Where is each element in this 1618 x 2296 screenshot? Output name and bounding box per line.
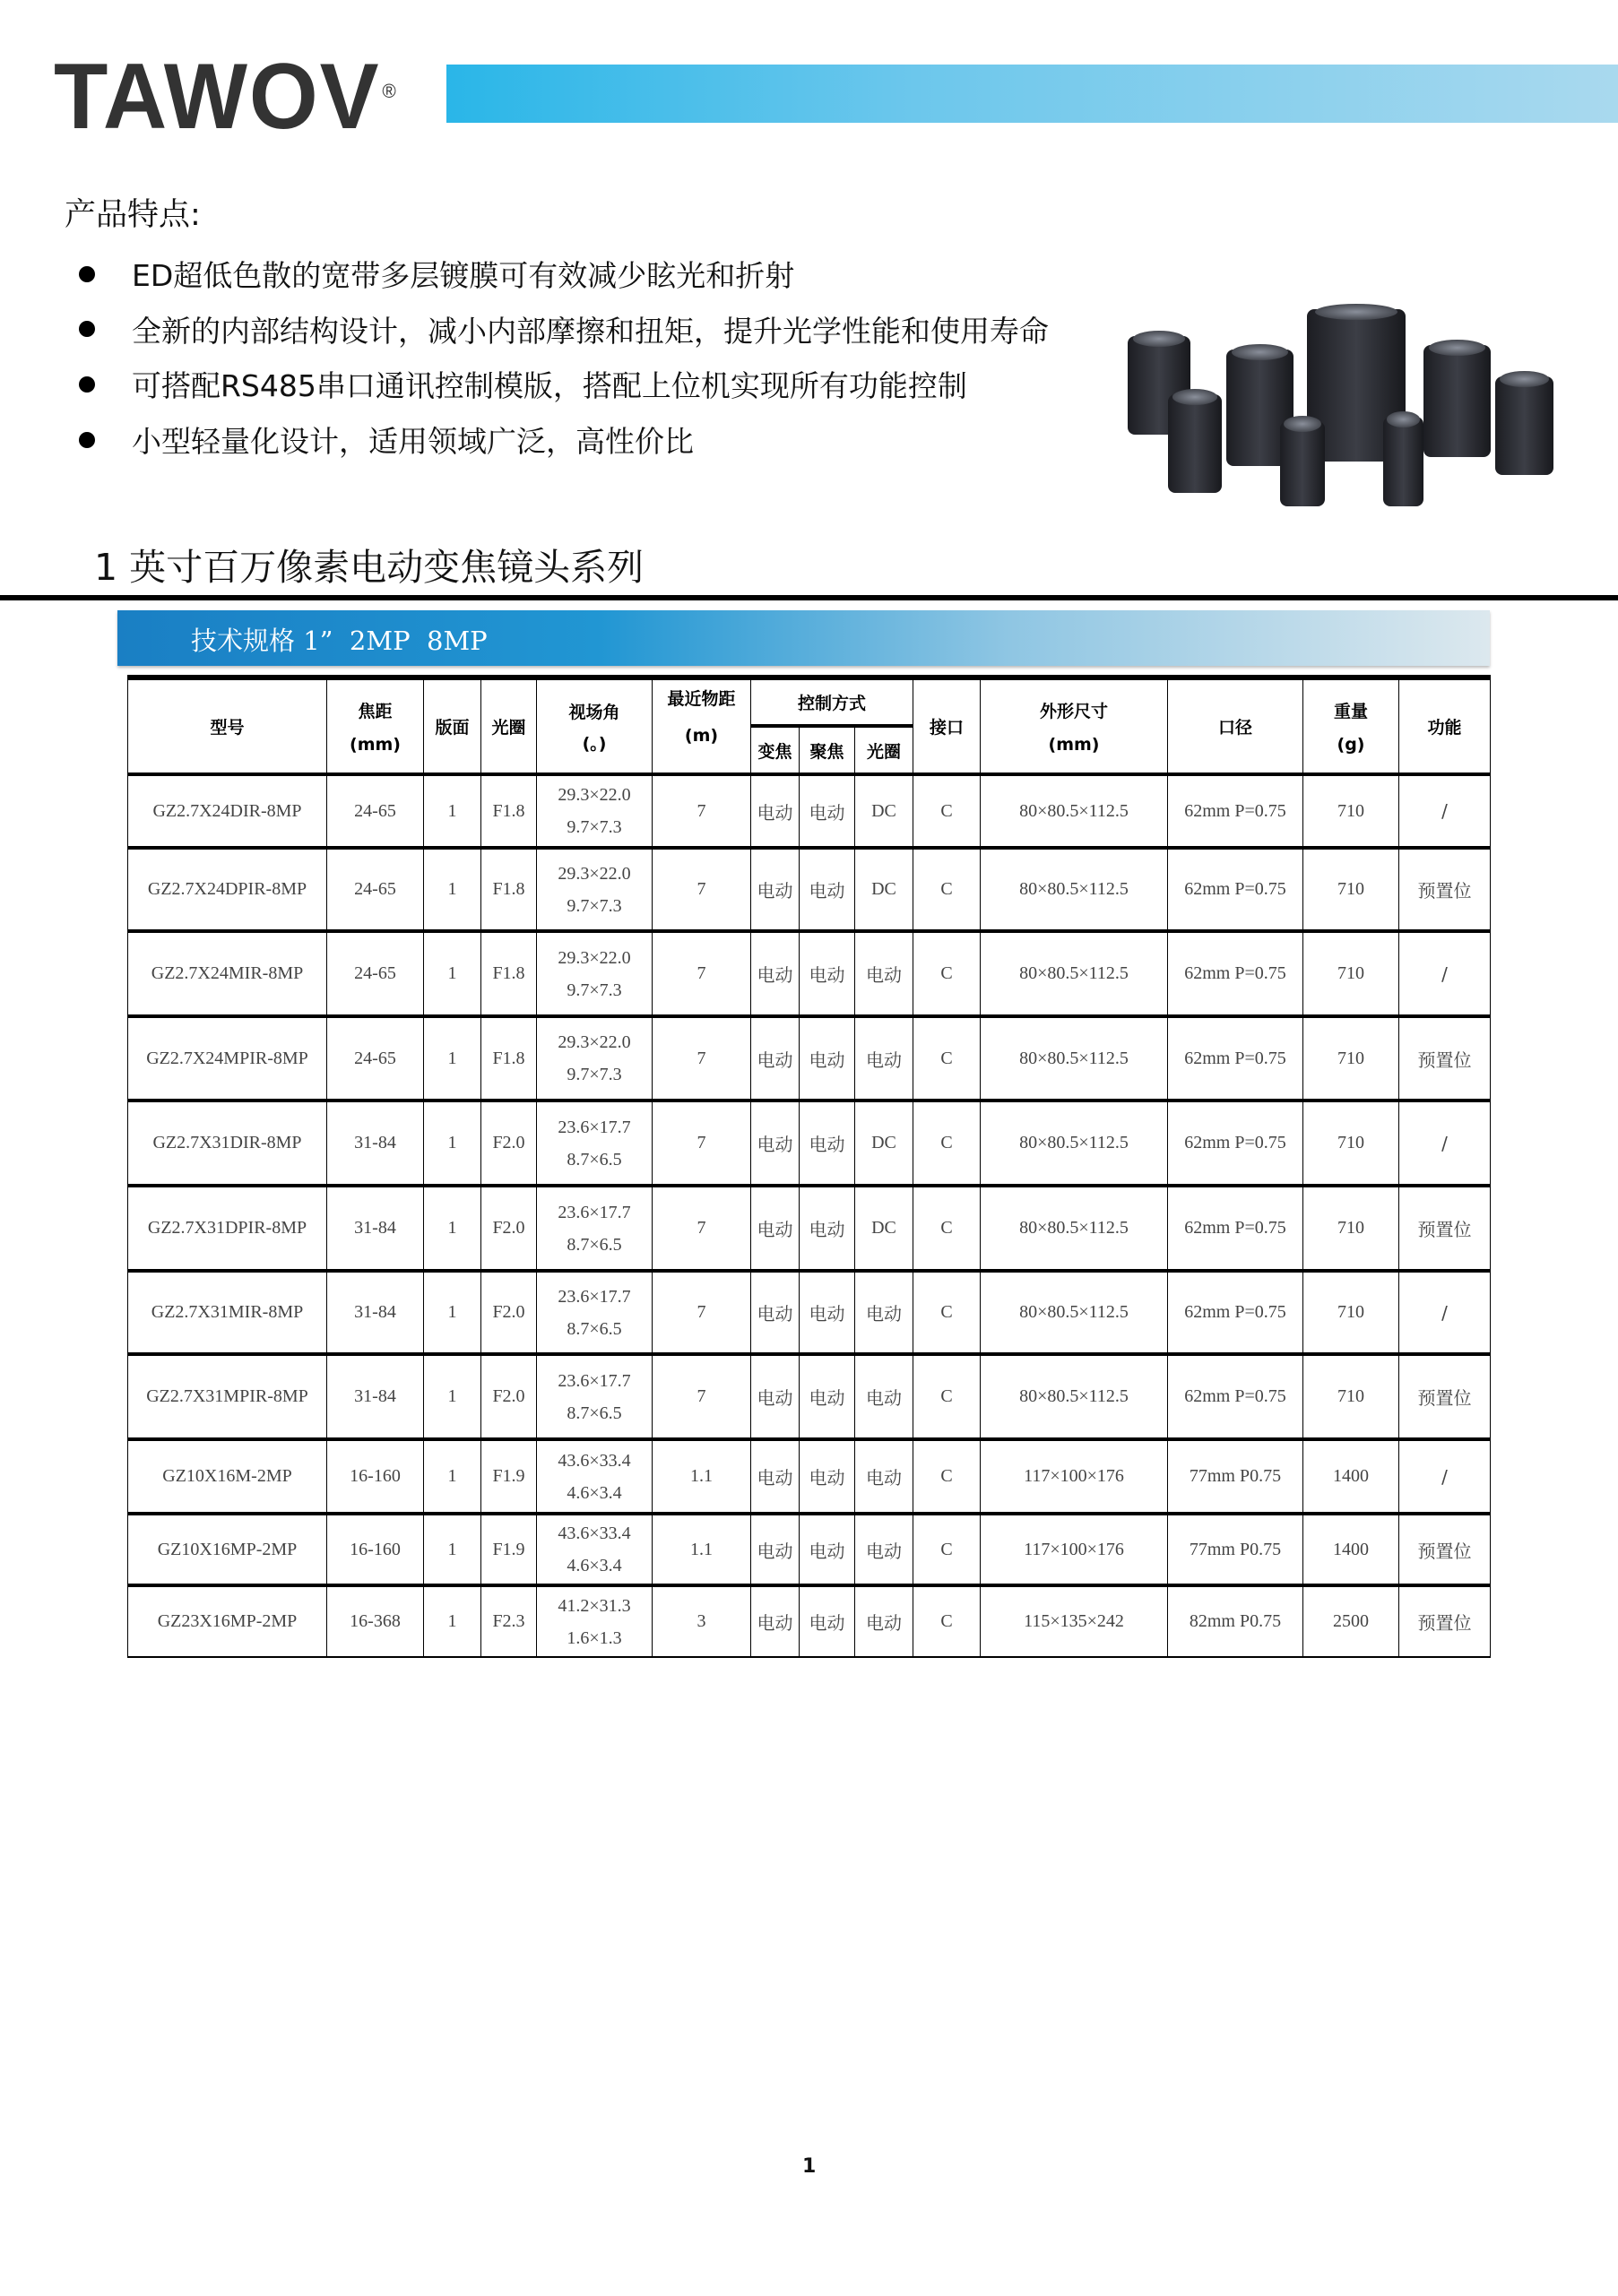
- header-focal: 焦距 (mm): [327, 678, 424, 774]
- header-filter: 口径: [1168, 678, 1303, 774]
- bullet-icon: [79, 321, 95, 337]
- header-aperture: 光圈: [481, 678, 537, 774]
- cell-iris: 电动: [855, 1514, 913, 1585]
- cell-focus: 电动: [800, 1354, 855, 1439]
- cell-mount: C: [913, 1514, 981, 1585]
- cell-mod: 7: [653, 774, 751, 848]
- page-number: 1: [802, 2155, 817, 2178]
- cell-format: 1: [424, 1101, 481, 1186]
- cell-filter: 62mm P=0.75: [1168, 1271, 1303, 1354]
- bullet-icon: [79, 266, 95, 282]
- cell-model: GZ2.7X31MIR-8MP: [128, 1271, 327, 1354]
- cell-mount: C: [913, 1585, 981, 1657]
- header-fov: 视场角 (。): [537, 678, 653, 774]
- cell-function: 预置位: [1399, 848, 1491, 931]
- cell-size: 80×80.5×112.5: [981, 931, 1168, 1016]
- section-title: 1 英寸百万像素电动变焦镜头系列: [94, 546, 645, 589]
- table-row: [128, 1439, 1491, 1514]
- cell-model: GZ2.7X31MPIR-8MP: [128, 1354, 327, 1439]
- feature-item: [79, 246, 1049, 302]
- cell-iris: DC: [855, 774, 913, 848]
- table-row: [128, 1016, 1491, 1101]
- cell-fov: 43.6×33.4 4.6×3.4: [537, 1439, 653, 1514]
- cell-focal: 16-160: [327, 1514, 424, 1585]
- cell-aperture: F1.9: [481, 1439, 537, 1514]
- cell-mount: C: [913, 1101, 981, 1186]
- cell-mod: 7: [653, 1271, 751, 1354]
- cell-mount: C: [913, 1271, 981, 1354]
- cell-focal: 24-65: [327, 848, 424, 931]
- cell-format: 1: [424, 1514, 481, 1585]
- cell-filter: 77mm P0.75: [1168, 1514, 1303, 1585]
- cell-fov: 29.3×22.0 9.7×7.3: [537, 931, 653, 1016]
- cell-format: 1: [424, 848, 481, 931]
- cell-model: GZ2.7X24MIR-8MP: [128, 931, 327, 1016]
- cell-weight: 710: [1303, 1354, 1399, 1439]
- table-row: [128, 774, 1491, 848]
- spec-table: [127, 675, 1491, 1658]
- feature-item: [79, 357, 1049, 412]
- cell-fov: 29.3×22.0 9.7×7.3: [537, 1016, 653, 1101]
- cell-weight: 710: [1303, 1186, 1399, 1271]
- registered-mark: ®: [382, 80, 398, 102]
- cell-zoom: 电动: [751, 1101, 800, 1186]
- cell-size: 80×80.5×112.5: [981, 1271, 1168, 1354]
- cell-mod: 7: [653, 1016, 751, 1101]
- cell-iris: DC: [855, 848, 913, 931]
- bullet-icon: [79, 376, 95, 393]
- feature-text: 可搭配RS485串口通讯控制模版，搭配上位机实现所有功能控制: [132, 368, 967, 404]
- cell-weight: 2500: [1303, 1585, 1399, 1657]
- cell-fov: 23.6×17.7 8.7×6.5: [537, 1186, 653, 1271]
- feature-item: [79, 302, 1049, 358]
- cell-size: 80×80.5×112.5: [981, 1354, 1168, 1439]
- feature-list: [79, 246, 1049, 467]
- cell-iris: 电动: [855, 1585, 913, 1657]
- cell-mod: 7: [653, 848, 751, 931]
- cell-focal: 31-84: [327, 1186, 424, 1271]
- cell-size: 115×135×242: [981, 1585, 1168, 1657]
- cell-focal: 24-65: [327, 774, 424, 848]
- cell-focus: 电动: [800, 931, 855, 1016]
- cell-weight: 1400: [1303, 1514, 1399, 1585]
- header-weight: 重量 (g): [1303, 678, 1399, 774]
- cell-focus: 电动: [800, 1439, 855, 1514]
- cell-zoom: 电动: [751, 1585, 800, 1657]
- cell-iris: 电动: [855, 1271, 913, 1354]
- cell-focus: 电动: [800, 1016, 855, 1101]
- cell-focal: 24-65: [327, 931, 424, 1016]
- product-photo: [1128, 296, 1558, 511]
- cell-focal: 16-368: [327, 1585, 424, 1657]
- header-gradient-bar: [446, 65, 1618, 123]
- cell-function: /: [1399, 1271, 1491, 1354]
- table-row: [128, 1354, 1491, 1439]
- cell-fov: 23.6×17.7 8.7×6.5: [537, 1271, 653, 1354]
- cell-mount: C: [913, 1186, 981, 1271]
- cell-zoom: 电动: [751, 931, 800, 1016]
- cell-aperture: F1.8: [481, 931, 537, 1016]
- cell-focus: 电动: [800, 848, 855, 931]
- cell-focus: 电动: [800, 1186, 855, 1271]
- tawov-logo: [54, 45, 398, 149]
- cell-iris: 电动: [855, 1439, 913, 1514]
- cell-size: 80×80.5×112.5: [981, 774, 1168, 848]
- cell-filter: 62mm P=0.75: [1168, 1016, 1303, 1101]
- cell-aperture: F2.0: [481, 1271, 537, 1354]
- cell-mod: 7: [653, 931, 751, 1016]
- table-row: [128, 931, 1491, 1016]
- header-iris: 光圈: [855, 726, 913, 774]
- cell-filter: 62mm P=0.75: [1168, 931, 1303, 1016]
- cell-function: 预置位: [1399, 1585, 1491, 1657]
- cell-iris: DC: [855, 1186, 913, 1271]
- cell-aperture: F1.9: [481, 1514, 537, 1585]
- cell-size: 117×100×176: [981, 1439, 1168, 1514]
- table-row: [128, 1514, 1491, 1585]
- cell-format: 1: [424, 1354, 481, 1439]
- feature-text: 全新的内部结构设计，减小内部摩擦和扭矩，提升光学性能和使用寿命: [132, 313, 1049, 349]
- cell-weight: 710: [1303, 1101, 1399, 1186]
- cell-model: GZ10X16M-2MP: [128, 1439, 327, 1514]
- cell-function: /: [1399, 931, 1491, 1016]
- cell-size: 80×80.5×112.5: [981, 1186, 1168, 1271]
- cell-aperture: F2.0: [481, 1101, 537, 1186]
- cell-fov: 23.6×17.7 8.7×6.5: [537, 1101, 653, 1186]
- logo-text: TAWOV: [54, 45, 381, 149]
- cell-focus: 电动: [800, 774, 855, 848]
- cell-aperture: F1.8: [481, 1016, 537, 1101]
- bullet-icon: [79, 432, 95, 448]
- cell-weight: 710: [1303, 1016, 1399, 1101]
- cell-weight: 710: [1303, 931, 1399, 1016]
- cell-weight: 710: [1303, 774, 1399, 848]
- cell-filter: 62mm P=0.75: [1168, 1101, 1303, 1186]
- cell-function: 预置位: [1399, 1354, 1491, 1439]
- header-mount: 接口: [913, 678, 981, 774]
- cell-format: 1: [424, 1016, 481, 1101]
- cell-mount: C: [913, 1016, 981, 1101]
- section-divider: [0, 595, 1618, 600]
- cell-mount: C: [913, 1354, 981, 1439]
- cell-focal: 24-65: [327, 1016, 424, 1101]
- cell-format: 1: [424, 1186, 481, 1271]
- cell-aperture: F2.0: [481, 1354, 537, 1439]
- cell-focal: 16-160: [327, 1439, 424, 1514]
- cell-filter: 62mm P=0.75: [1168, 848, 1303, 931]
- cell-iris: 电动: [855, 931, 913, 1016]
- cell-function: 预置位: [1399, 1016, 1491, 1101]
- cell-size: 80×80.5×112.5: [981, 1101, 1168, 1186]
- cell-zoom: 电动: [751, 1186, 800, 1271]
- cell-size: 117×100×176: [981, 1514, 1168, 1585]
- cell-aperture: F2.0: [481, 1186, 537, 1271]
- table-row: [128, 1186, 1491, 1271]
- cell-filter: 77mm P0.75: [1168, 1439, 1303, 1514]
- cell-function: /: [1399, 1101, 1491, 1186]
- cell-mod: 7: [653, 1101, 751, 1186]
- cell-mod: 3: [653, 1585, 751, 1657]
- cell-zoom: 电动: [751, 1016, 800, 1101]
- table-row: [128, 848, 1491, 931]
- cell-mount: C: [913, 848, 981, 931]
- header-focus: 聚焦: [800, 726, 855, 774]
- cell-zoom: 电动: [751, 1271, 800, 1354]
- cell-mod: 7: [653, 1354, 751, 1439]
- cell-function: /: [1399, 774, 1491, 848]
- header-format: 版面: [424, 678, 481, 774]
- spec-banner: [117, 610, 1490, 666]
- cell-fov: 29.3×22.0 9.7×7.3: [537, 774, 653, 848]
- cell-focal: 31-84: [327, 1354, 424, 1439]
- header-function: 功能: [1399, 678, 1491, 774]
- cell-zoom: 电动: [751, 1514, 800, 1585]
- cell-zoom: 电动: [751, 774, 800, 848]
- cell-fov: 23.6×17.7 8.7×6.5: [537, 1354, 653, 1439]
- cell-model: GZ2.7X24MPIR-8MP: [128, 1016, 327, 1101]
- table-row: [128, 1101, 1491, 1186]
- features-title: 产品特点:: [65, 197, 201, 233]
- cell-aperture: F1.8: [481, 774, 537, 848]
- cell-iris: 电动: [855, 1016, 913, 1101]
- table-row: [128, 1585, 1491, 1657]
- cell-format: 1: [424, 1271, 481, 1354]
- cell-zoom: 电动: [751, 848, 800, 931]
- cell-zoom: 电动: [751, 1439, 800, 1514]
- cell-iris: 电动: [855, 1354, 913, 1439]
- cell-function: 预置位: [1399, 1186, 1491, 1271]
- cell-filter: 62mm P=0.75: [1168, 774, 1303, 848]
- cell-model: GZ10X16MP-2MP: [128, 1514, 327, 1585]
- cell-size: 80×80.5×112.5: [981, 848, 1168, 931]
- header-model: 型号: [128, 678, 327, 774]
- cell-format: 1: [424, 1439, 481, 1514]
- feature-item: [79, 412, 1049, 468]
- header-control: 控制方式: [751, 678, 913, 726]
- header-size: 外形尺寸 (mm): [981, 678, 1168, 774]
- cell-focus: 电动: [800, 1514, 855, 1585]
- cell-filter: 82mm P0.75: [1168, 1585, 1303, 1657]
- cell-model: GZ2.7X31DPIR-8MP: [128, 1186, 327, 1271]
- cell-zoom: 电动: [751, 1354, 800, 1439]
- cell-size: 80×80.5×112.5: [981, 1016, 1168, 1101]
- cell-mount: C: [913, 931, 981, 1016]
- cell-format: 1: [424, 1585, 481, 1657]
- cell-filter: 62mm P=0.75: [1168, 1186, 1303, 1271]
- cell-fov: 41.2×31.3 1.6×1.3: [537, 1585, 653, 1657]
- cell-focus: 电动: [800, 1271, 855, 1354]
- cell-mod: 7: [653, 1186, 751, 1271]
- header-zoom: 变焦: [751, 726, 800, 774]
- header-mod: 最近物距 (m): [653, 678, 751, 774]
- cell-fov: 29.3×22.0 9.7×7.3: [537, 848, 653, 931]
- cell-mod: 1.1: [653, 1439, 751, 1514]
- table-row: [128, 1271, 1491, 1354]
- cell-weight: 710: [1303, 848, 1399, 931]
- cell-focus: 电动: [800, 1585, 855, 1657]
- cell-focal: 31-84: [327, 1101, 424, 1186]
- cell-model: GZ2.7X24DPIR-8MP: [128, 848, 327, 931]
- cell-aperture: F2.3: [481, 1585, 537, 1657]
- cell-focus: 电动: [800, 1101, 855, 1186]
- cell-aperture: F1.8: [481, 848, 537, 931]
- cell-mount: C: [913, 774, 981, 848]
- cell-function: 预置位: [1399, 1514, 1491, 1585]
- cell-format: 1: [424, 931, 481, 1016]
- cell-focal: 31-84: [327, 1271, 424, 1354]
- cell-weight: 1400: [1303, 1439, 1399, 1514]
- cell-function: /: [1399, 1439, 1491, 1514]
- cell-mod: 1.1: [653, 1514, 751, 1585]
- cell-filter: 62mm P=0.75: [1168, 1354, 1303, 1439]
- feature-text: 小型轻量化设计，适用领域广泛，高性价比: [132, 424, 694, 460]
- cell-model: GZ2.7X24DIR-8MP: [128, 774, 327, 848]
- cell-weight: 710: [1303, 1271, 1399, 1354]
- cell-fov: 43.6×33.4 4.6×3.4: [537, 1514, 653, 1585]
- cell-format: 1: [424, 774, 481, 848]
- cell-iris: DC: [855, 1101, 913, 1186]
- cell-model: GZ2.7X31DIR-8MP: [128, 1101, 327, 1186]
- feature-text: ED超低色散的宽带多层镀膜可有效减少眩光和折射: [132, 258, 795, 294]
- spec-banner-title: 技术规格 1” 2MP 8MP: [191, 626, 488, 656]
- cell-mount: C: [913, 1439, 981, 1514]
- cell-model: GZ23X16MP-2MP: [128, 1585, 327, 1657]
